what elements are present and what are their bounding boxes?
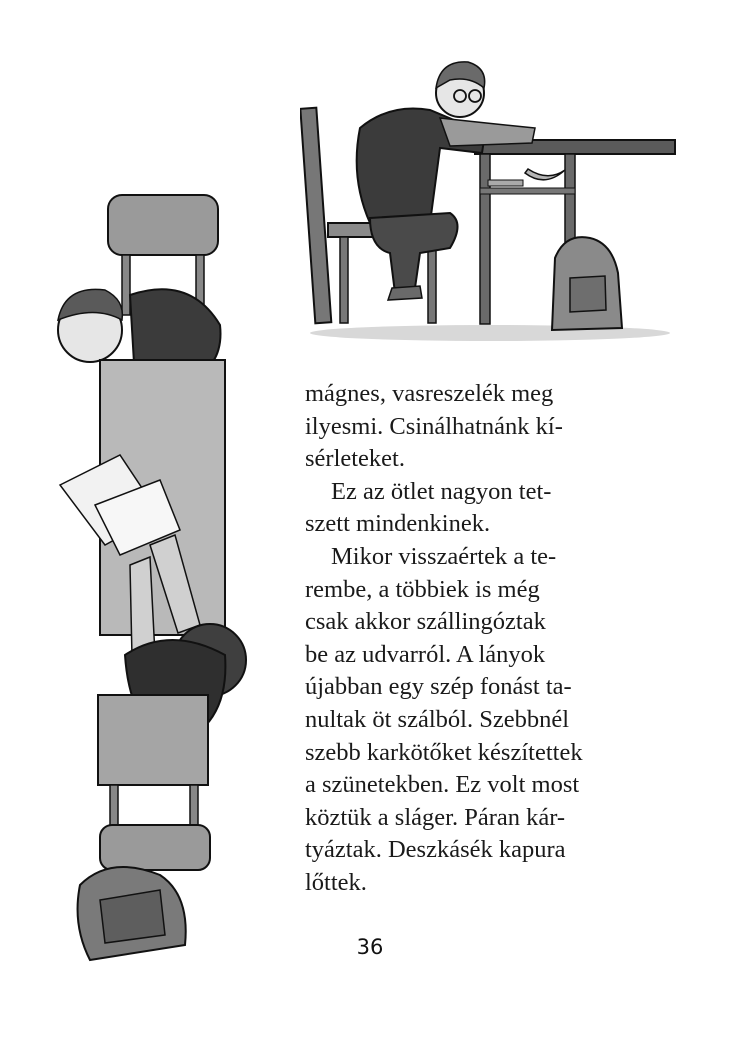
text-line: tyáztak. Deszkásék kapura [305, 836, 566, 864]
text-line: szebb karkötőket készítettek [305, 738, 583, 766]
body-text [305, 378, 635, 900]
text-line: mágnes, vasreszelék meg [305, 380, 554, 407]
text-line: köztük a sláger. Páran kár- [305, 803, 566, 831]
text-line: rembe, a többiek is még [305, 575, 540, 603]
text-line: újabban egy szép fonást ta- [305, 673, 572, 701]
text-line: lőttek. [305, 868, 367, 896]
text-line: be az udvarról. A lányok [305, 640, 546, 668]
page-number: 36 [356, 935, 384, 959]
text-line: Mikor visszaértek a te- [331, 542, 557, 570]
text-line: szett mindenkinek. [305, 510, 491, 538]
text-line: Ez az ötlet nagyon tet- [331, 477, 552, 505]
text-line: a szünetekben. Ez volt most [305, 771, 580, 799]
text-line: nultak öt szálból. Szebbnél [305, 705, 569, 733]
boy-at-desk-illustration [300, 48, 680, 348]
kids-top-view-illustration [50, 185, 260, 985]
text-line: csak akkor szállingóztak [305, 608, 546, 636]
text-line: ilyesmi. Csinálhatnánk kí- [305, 412, 563, 440]
text-line: sérleteket. [305, 445, 405, 473]
